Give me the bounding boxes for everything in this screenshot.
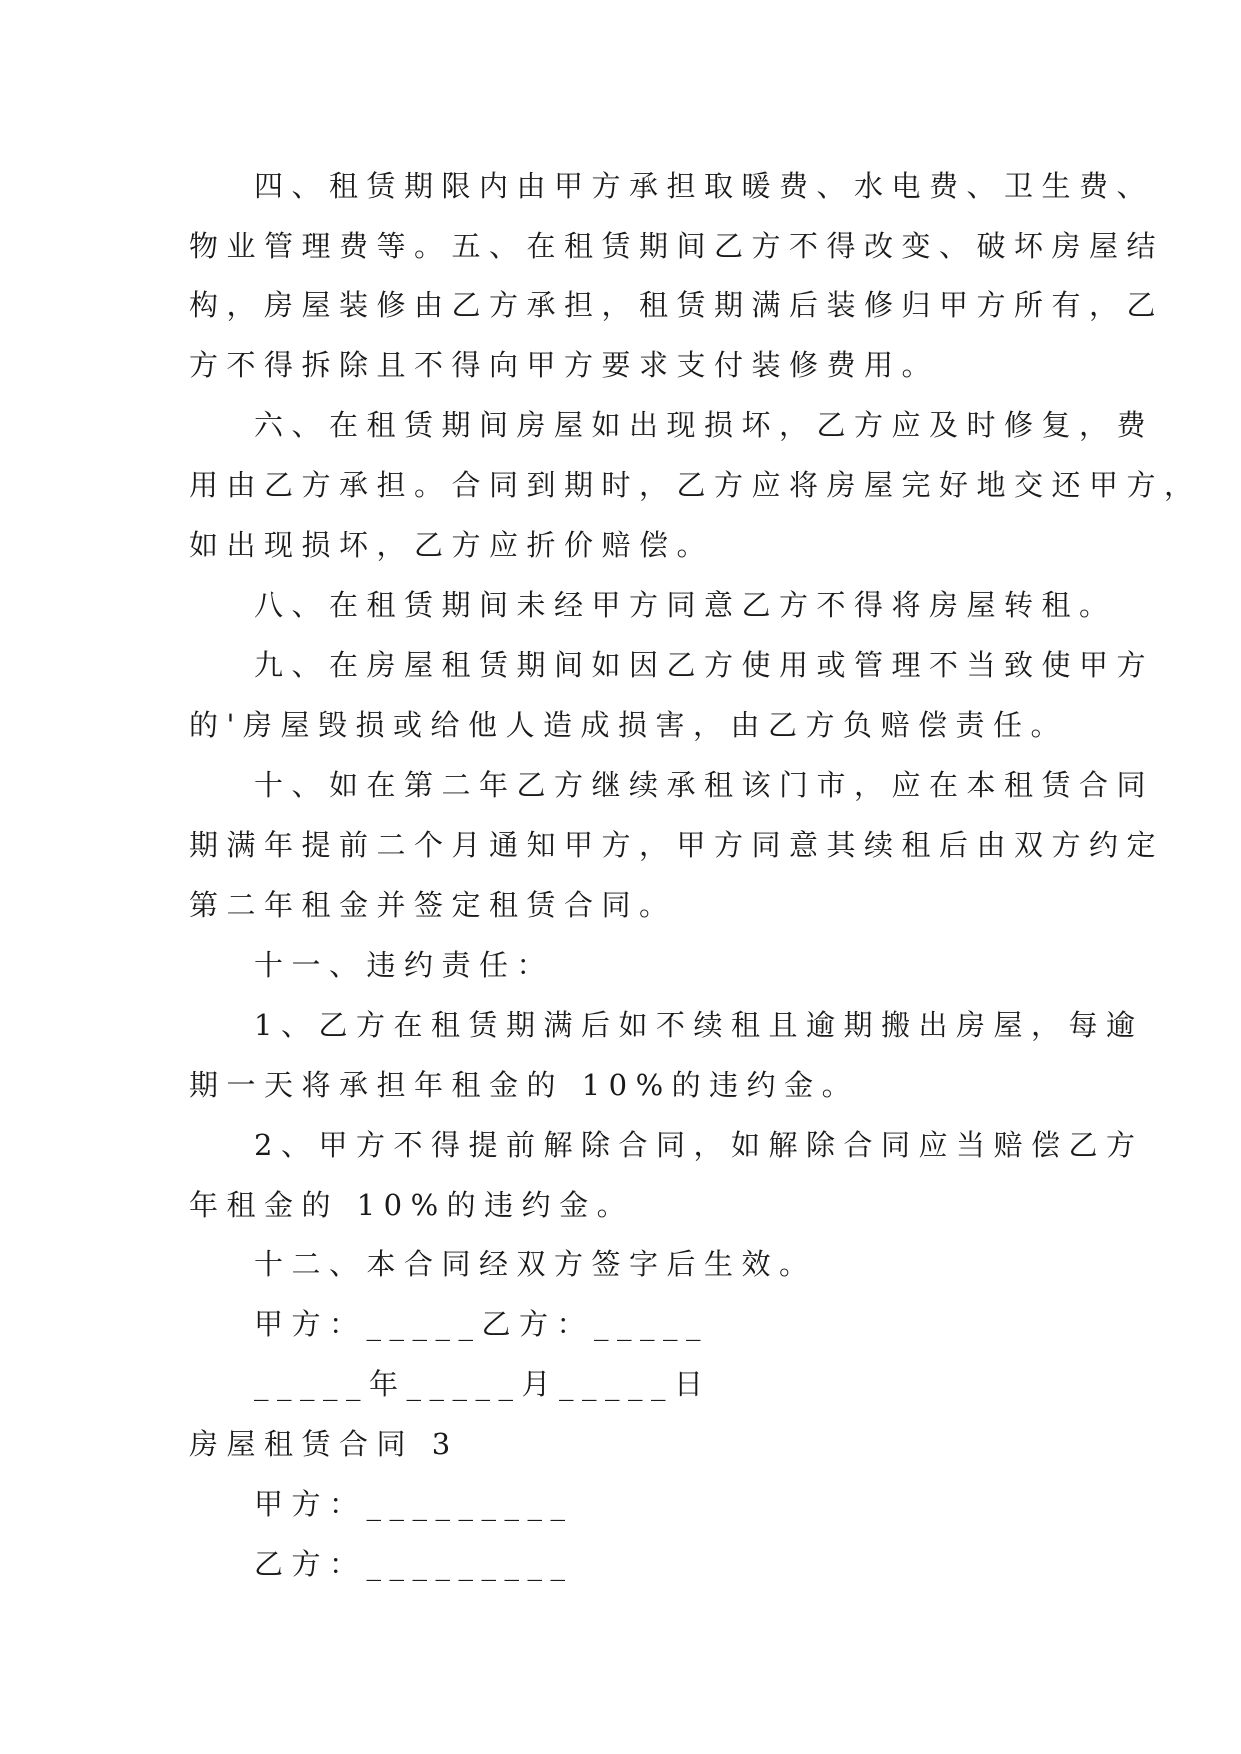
party-a-field: 甲方：_________ (254, 1487, 574, 1521)
clause-5-line-3: 构，房屋装修由乙方承担，租赁期满后装修归甲方所有，乙 (189, 288, 1165, 322)
clause-11-item-1-line-2: 期一天将承担年租金的 10%的违约金。 (189, 1068, 860, 1102)
clause-11-item-2-line-1: 2、甲方不得提前解除合同，如解除合同应当赔偿乙方 (254, 1128, 1144, 1162)
clause-4-5-line-2: 物业管理费等。五、在租赁期间乙方不得改变、破坏房屋结 (189, 229, 1165, 263)
clause-6-line-1: 六、在租赁期间房屋如出现损坏，乙方应及时修复，费 (254, 408, 1155, 442)
clause-10-line-3: 第二年租金并签定租赁合同。 (189, 888, 677, 922)
party-b-field: 乙方：_________ (254, 1547, 574, 1581)
clause-10-line-2: 期满年提前二个月通知甲方，甲方同意其续租后由双方约定 (189, 828, 1165, 862)
clause-4-line-1: 四、租赁期限内由甲方承担取暖费、水电费、卫生费、 (254, 169, 1155, 203)
clause-11-item-1-line-1: 1、乙方在租赁期满后如不续租且逾期搬出房屋，每逾 (254, 1008, 1144, 1042)
clause-6-line-3: 如出现损坏，乙方应折价赔偿。 (189, 528, 715, 562)
clause-9-line-2: 的'房屋毁损或给他人造成损害，由乙方负赔偿责任。 (189, 708, 1068, 742)
clause-8: 八、在租赁期间未经甲方同意乙方不得将房屋转租。 (254, 588, 1117, 622)
clause-9-line-1: 九、在房屋租赁期间如因乙方使用或管理不当致使甲方 (254, 648, 1155, 682)
clause-6-line-2: 用由乙方承担。合同到期时，乙方应将房屋完好地交还甲方， (189, 468, 1202, 502)
signature-line: 甲方：_____乙方：_____ (254, 1307, 710, 1341)
next-contract-title: 房屋租赁合同 3 (189, 1427, 459, 1461)
clause-5-line-4: 方不得拆除且不得向甲方要求支付装修费用。 (189, 348, 940, 382)
clause-10-line-1: 十、如在第二年乙方继续承租该门市，应在本租赁合同 (254, 768, 1155, 802)
clause-11-item-2-line-2: 年租金的 10%的违约金。 (189, 1188, 635, 1222)
clause-11-heading: 十一、违约责任： (254, 948, 555, 982)
date-line: _____年_____月_____日 (254, 1367, 712, 1401)
clause-12: 十二、本合同经双方签字后生效。 (254, 1247, 817, 1281)
